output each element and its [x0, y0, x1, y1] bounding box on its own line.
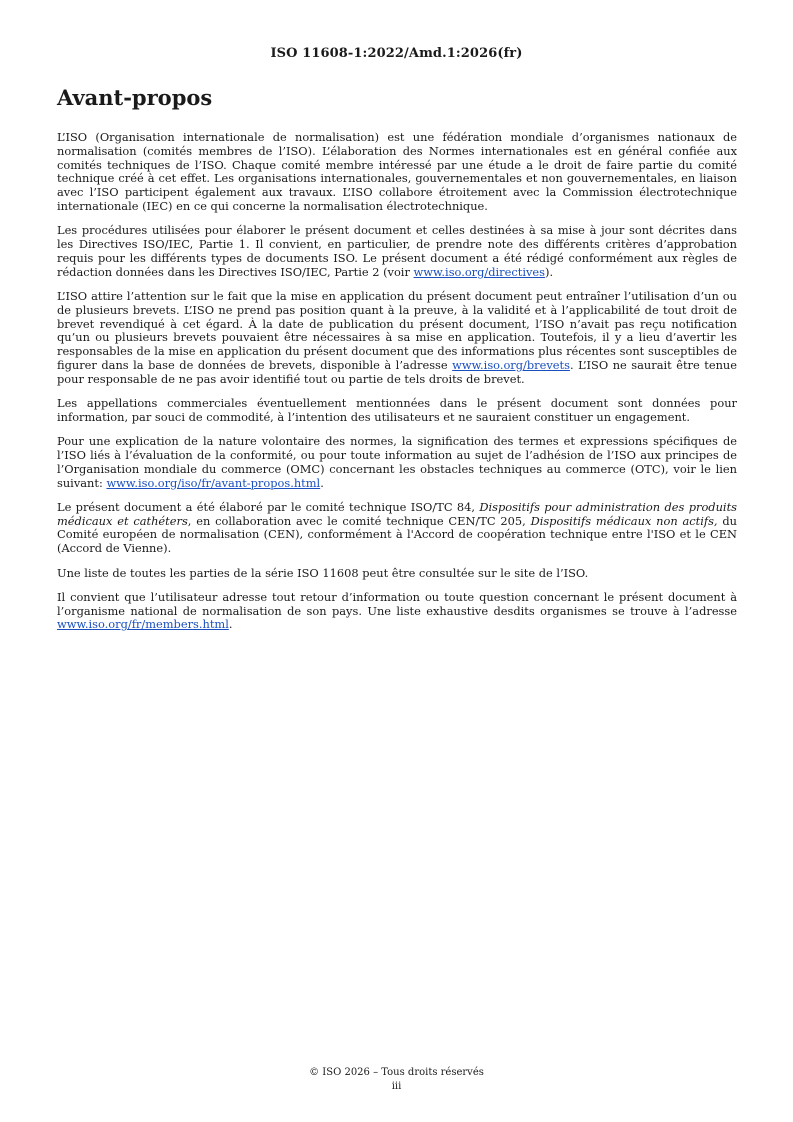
paragraph-procedures-text: Les procédures utilisées pour élaborer le présent document et celles destinées à sa mise à jour sont décrites dans les Directives ISO/IEC, Partie 1. Il convient, en particulier, de prendre note des différents critères d’approbation requis pour les différents types de documents ISO. Le présent document a été rédigé conformément aux règles de rédaction données dans les Directives ISO/IEC, Partie 2 (voir [57, 223, 737, 279]
page-footer [0, 1066, 793, 1094]
paragraph-parts-list: Une liste de toutes les parties de la série ISO 11608 peut être consultée sur le site de l’ISO. [57, 565, 589, 580]
committee-title-tc84: Dispositifs pour administration des produits médicaux et cathéters [57, 499, 737, 528]
paragraph-patents [57, 290, 737, 387]
paragraph-voluntary-nature [57, 435, 737, 490]
paragraph-committee-text: Le présent document a été élaboré par le comité technique ISO/TC 84, [57, 499, 480, 514]
paragraph-patents-end: . L’ISO ne saurait être tenue pour responsable de ne pas avoir identifié tout ou partie de tels droits de brevet. [57, 357, 737, 386]
paragraph-procedures-end: ). [545, 264, 554, 279]
page-number: iii [391, 1081, 402, 1092]
committee-title-tc205: Dispositifs médicaux non actifs, [530, 513, 718, 528]
paragraph-feedback [57, 591, 737, 632]
document-header: ISO 11608-1:2022/Amd.1:2026(fr) [270, 46, 523, 61]
members-link[interactable]: www.iso.org/fr/members.html [57, 617, 229, 632]
directives-link[interactable]: www.iso.org/directives [413, 264, 545, 279]
paragraph-feedback-text: Il convient que l’utilisateur adresse tout retour d’information ou toute question concernant le présent document à l’organisme national de normalisation de son pays. Une liste exhaustive desdits organismes se trouve à l’adresse [57, 589, 737, 618]
foreword-link[interactable]: www.iso.org/iso/fr/avant-propos.html [106, 475, 321, 490]
copyright-notice: © ISO 2026 – Tous droits réservés [309, 1067, 484, 1078]
paragraph-voluntary-end: . [320, 475, 324, 490]
patents-link[interactable]: www.iso.org/brevets [452, 357, 570, 372]
paragraph-trade-names: Les appellations commerciales éventuellement mentionnées dans le présent document sont données pour information, par souci de commodité, à l’intention des utilisateurs et ne sauraient constituer un engagement. [57, 396, 737, 424]
page-title: Avant-propos [57, 85, 213, 110]
paragraph-committee-text-3: du Comité européen de normalisation (CEN), conformément à l'Accord de coopération technique entre l'ISO et le CEN (Accord de Vienne). [57, 513, 738, 556]
paragraph-procedures [57, 224, 737, 279]
paragraph-iso-intro: L’ISO (Organisation internationale de normalisation) est une fédération mondiale d’organismes nationaux de normalisation (comités membres de l’ISO). L’élaboration des Normes internationales est en général confiée aux comités techniques de l’ISO. Chaque comité membre intéressé par une étude a le droit de faire partie du comité technique créé à cet effet. Les organisations internationales, gouvernementales et non gouvernementales, en liaison avec l’ISO participent également aux travaux. L’ISO collabore étroitement avec la Commission électrotechnique internationale (IEC) en ce qui concerne la normalisation électrotechnique. [57, 130, 737, 213]
paragraph-patents-text: L’ISO attire l’attention sur le fait que la mise en application du présent document peut entraîner l’utilisation d’un ou de plusieurs brevets. L’ISO ne prend pas position quant à la preuve, à la validité et à l’applicabilité de tout droit de brevet revendiqué à cet égard. À la date de publication du présent document, l’ISO n’avait pas reçu notification qu’un ou plusieurs brevets pouvaient être nécessaires à sa mise en application. Toutefois, il y a lieu d’avertir les responsables de la mise en application du présent document que des informations plus récentes sont susceptibles de figurer dans la base de données de brevets, disponible à l’adresse [57, 288, 737, 372]
foreword-body [57, 131, 737, 643]
paragraph-feedback-end: . [228, 617, 233, 632]
paragraph-committee [57, 501, 737, 556]
paragraph-voluntary-text: Pour une explication de la nature volontaire des normes, la signification des termes et expressions spécifiques de l’ISO liés à l’évaluation de la conformité, ou pour toute information au sujet de l’adhésion de l’ISO aux principes de l’Organisation mondiale du commerce (OMC) concernant les obstacles techniques au commerce (OTC), voir le lien suivant: [57, 434, 737, 490]
paragraph-committee-text-2: , en collaboration avec le comité technique CEN/TC 205, [187, 513, 531, 528]
